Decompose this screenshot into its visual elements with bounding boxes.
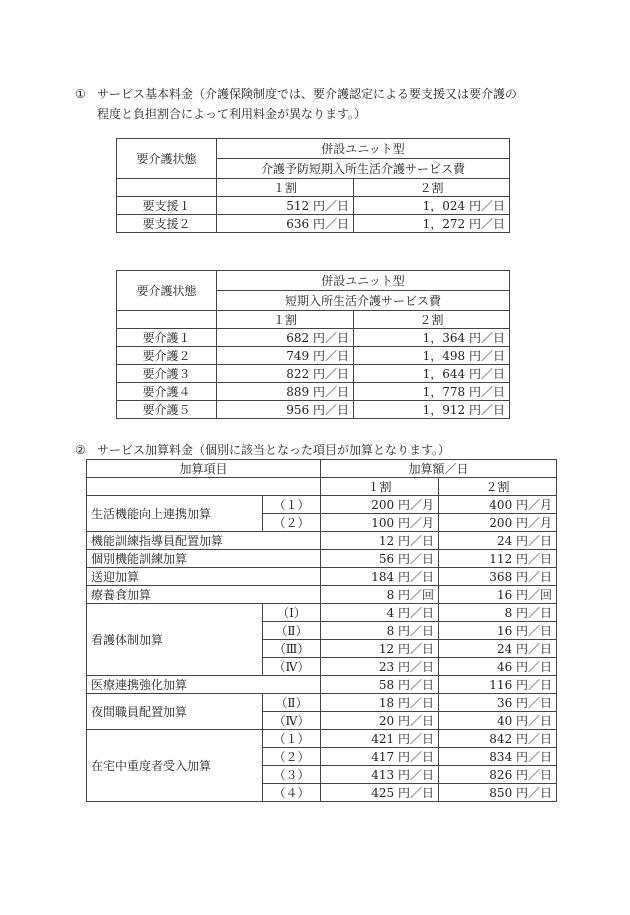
item-sub: （３）	[263, 766, 321, 784]
row-1wari: 956 円／日	[217, 401, 354, 419]
item-label: 夜間職員配置加算	[87, 694, 263, 730]
table-row	[87, 550, 557, 568]
item-sub: （Ⅳ）	[263, 712, 321, 730]
item-sub: （４）	[263, 784, 321, 802]
row-2wari: 1，024 円／日	[354, 197, 510, 215]
item-1wari: 8 円／回	[321, 586, 439, 604]
basic-fee-table-support	[116, 138, 510, 233]
table-row	[87, 604, 557, 622]
item-sub: （１）	[263, 496, 321, 514]
item-sub: （Ⅱ）	[263, 694, 321, 712]
header-1wari: １割	[217, 179, 354, 197]
basic-fee-table-care	[116, 270, 510, 419]
item-2wari: 368 円／日	[439, 568, 557, 586]
item-2wari: 834 円／日	[439, 748, 557, 766]
table-row	[117, 383, 510, 401]
header-service-line-1: 併設ユニット型	[217, 139, 510, 159]
item-1wari: 23 円／日	[321, 658, 439, 676]
row-1wari: 512 円／日	[217, 197, 354, 215]
item-sub: （１）	[263, 730, 321, 748]
item-1wari: 200 円／月	[321, 496, 439, 514]
section-2-heading	[75, 440, 450, 460]
header-blank	[117, 179, 217, 197]
item-1wari: 12 円／日	[321, 640, 439, 658]
table-row	[87, 568, 557, 586]
item-2wari: 16 円／回	[439, 586, 557, 604]
row-1wari: 822 円／日	[217, 365, 354, 383]
item-2wari: 200 円／月	[439, 514, 557, 532]
item-1wari: 184 円／日	[321, 568, 439, 586]
section-1-line-2: 程度と負担割合によって利用料金が異なります。）	[97, 107, 367, 121]
row-2wari: 1，498 円／日	[354, 347, 510, 365]
header-2wari: ２割	[354, 179, 510, 197]
header-item: 加算項目	[87, 460, 321, 478]
item-sub: （２）	[263, 748, 321, 766]
item-2wari: 24 円／日	[439, 640, 557, 658]
item-1wari: 421 円／日	[321, 730, 439, 748]
item-2wari: 16 円／日	[439, 622, 557, 640]
header-service-line-2: 短期入所生活介護サービス費	[217, 291, 510, 311]
item-2wari: 116 円／日	[439, 676, 557, 694]
item-2wari: 850 円／日	[439, 784, 557, 802]
section-1-line-1: サービス基本料金（介護保険制度では、要介護認定による要支援又は要介護の	[97, 87, 518, 101]
table-row	[117, 197, 510, 215]
item-label: 療養食加算	[87, 586, 321, 604]
header-blank	[87, 478, 321, 496]
header-1wari: １割	[321, 478, 439, 496]
row-2wari: 1，644 円／日	[354, 365, 510, 383]
row-label: 要介護２	[117, 347, 217, 365]
addon-fee-table	[86, 459, 557, 802]
item-2wari: 400 円／月	[439, 496, 557, 514]
header-2wari: ２割	[439, 478, 557, 496]
item-2wari: 8 円／日	[439, 604, 557, 622]
item-2wari: 40 円／日	[439, 712, 557, 730]
item-2wari: 24 円／日	[439, 532, 557, 550]
table-row	[117, 215, 510, 233]
item-1wari: 58 円／日	[321, 676, 439, 694]
item-1wari: 413 円／日	[321, 766, 439, 784]
section-2-line-1: サービス加算料金（個別に該当となった項目が加算となります。）	[97, 443, 451, 457]
item-label: 機能訓練指導員配置加算	[87, 532, 321, 550]
item-label: 在宅中重度者受入加算	[87, 730, 263, 802]
table-row	[87, 532, 557, 550]
item-sub: （２）	[263, 514, 321, 532]
table-row	[87, 730, 557, 748]
item-1wari: 417 円／日	[321, 748, 439, 766]
item-1wari: 425 円／日	[321, 784, 439, 802]
item-1wari: 4 円／日	[321, 604, 439, 622]
item-2wari: 36 円／日	[439, 694, 557, 712]
item-label: 生活機能向上連携加算	[87, 496, 263, 532]
header-state: 要介護状態	[117, 139, 217, 179]
row-1wari: 749 円／日	[217, 347, 354, 365]
item-1wari: 12 円／日	[321, 532, 439, 550]
item-1wari: 8 円／日	[321, 622, 439, 640]
row-2wari: 1，272 円／日	[354, 215, 510, 233]
item-label: 個別機能訓練加算	[87, 550, 321, 568]
table-row	[87, 586, 557, 604]
item-1wari: 20 円／日	[321, 712, 439, 730]
item-sub: （Ⅱ）	[263, 622, 321, 640]
item-1wari: 56 円／日	[321, 550, 439, 568]
table-row	[117, 347, 510, 365]
table-row	[117, 365, 510, 383]
item-sub: （Ⅰ）	[263, 604, 321, 622]
item-label: 看護体制加算	[87, 604, 263, 676]
row-label: 要介護４	[117, 383, 217, 401]
item-2wari: 112 円／日	[439, 550, 557, 568]
table-row	[87, 496, 557, 514]
row-2wari: 1，912 円／日	[354, 401, 510, 419]
row-2wari: 1，778 円／日	[354, 383, 510, 401]
item-2wari: 826 円／日	[439, 766, 557, 784]
header-amount: 加算額／日	[321, 460, 557, 478]
item-2wari: 842 円／日	[439, 730, 557, 748]
row-1wari: 636 円／日	[217, 215, 354, 233]
row-label: 要支援１	[117, 197, 217, 215]
row-1wari: 889 円／日	[217, 383, 354, 401]
header-service-line-1: 併設ユニット型	[217, 271, 510, 291]
header-1wari: １割	[217, 311, 354, 329]
item-label: 医療連携強化加算	[87, 676, 321, 694]
header-state: 要介護状態	[117, 271, 217, 311]
header-blank	[117, 311, 217, 329]
item-sub: （Ⅲ）	[263, 640, 321, 658]
table-row	[117, 329, 510, 347]
row-label: 要介護３	[117, 365, 217, 383]
table-row	[117, 401, 510, 419]
item-1wari: 18 円／日	[321, 694, 439, 712]
table-row	[87, 694, 557, 712]
item-2wari: 46 円／日	[439, 658, 557, 676]
item-sub: （Ⅳ）	[263, 658, 321, 676]
row-label: 要支援２	[117, 215, 217, 233]
header-service-line-2: 介護予防短期入所生活介護サービス費	[217, 159, 510, 179]
section-2-number: ②	[75, 443, 86, 457]
row-label: 要介護５	[117, 401, 217, 419]
row-label: 要介護１	[117, 329, 217, 347]
row-2wari: 1，364 円／日	[354, 329, 510, 347]
item-1wari: 100 円／月	[321, 514, 439, 532]
header-2wari: ２割	[354, 311, 510, 329]
row-1wari: 682 円／日	[217, 329, 354, 347]
table-row	[87, 676, 557, 694]
section-1-number: ①	[75, 87, 86, 101]
item-label: 送迎加算	[87, 568, 321, 586]
section-1-heading	[75, 84, 517, 104]
